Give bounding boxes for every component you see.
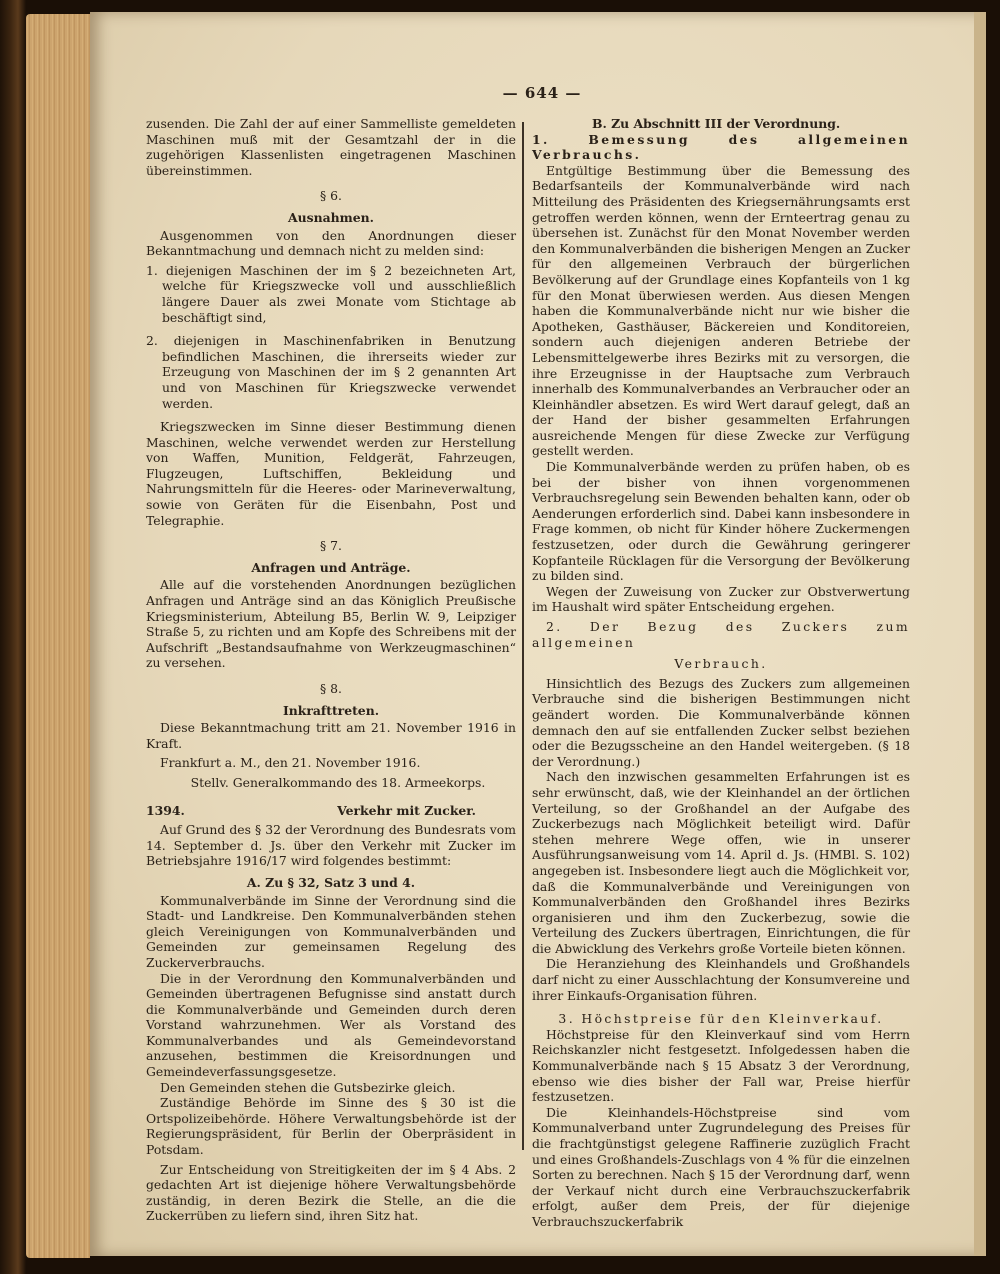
section-7-title: Anfragen und Anträge. [251,559,411,575]
column-divider [522,122,524,1150]
section-6-paragraph: Kriegszwecken im Sinne dieser Bestimmung dienen Maschinen, welche verwendet werden zur Herstellung von Waffen, Munition, Feldgerät, Fahrzeugen, Flugzeugen, Luftschiffen, Bekleidung und Nahrungsmitteln für die Heeres- oder Marineverwaltung, sowie von Geräten für die Eisenbahn, Post und Telegraphie. [146,419,516,528]
subsection-2-title-continued: Verbrauch. [674,656,768,672]
subsection-3-title: 3. Höchstpreise für den Kleinverkauf. [558,1011,884,1027]
subsection-1-paragraph-3: Wegen der Zuweisung von Zucker zur Obstverwertung im Haushalt wird später Entscheidung ergehen. [532,583,910,615]
section-6-number: § 6. [320,188,342,204]
part-b-heading: B. Zu Abschnitt III der Verordnung. [592,116,841,131]
subsection-1-paragraph-1: Entgültige Bestimmung über die Bemessung des Bedarfsanteils der Kommunalverbände wird nach Mitteilung des Präsidenten des Kriegsernährungsamts erst getroffen werden können, wenn der Ernteertrag genau zu übersehen ist. Zunächst für den Monat November werden den Kommunalverbänden die bisherigen Mengen an Zucker für den allgemeinen Verbrauch der bürgerlichen Bevölkerung auf der Grundlage eines Kopfanteils von 1 kg für den Monat überwiesen werden. Aus diesen Mengen haben die Kommunalverbände nicht nur wie bisher die Apotheken, Gasthäuser, Bäckereien und Konditoreien, sondern auch diejenigen anderen Betriebe der Lebensmittelgewerbe ihres Bezirks mit zu versorgen, die ihre Erzeugnisse in der Hauptsache zum Verbrauch innerhalb des Kommunalverbandes an Verbraucher oder an Kleinhändler absetzen. Es wird Wert darauf gelegt, daß an der Hand der bisher gesammelten Erfahrungen ausreichende Mengen für diese Zwecke zur Verfügung gestellt werden. [532,162,910,459]
entry-title: Verkehr mit Zucker. [337,802,476,818]
intro-paragraph: zusenden. Die Zahl der auf einer Sammelliste gemeldeten Maschinen muß mit der Gesamtzahl der in die zugehörigen Klassenlisten eingetragenen Maschinen übereinstimmen. [146,116,516,178]
document-page [90,12,986,1256]
section-7-number: § 7. [320,538,342,554]
section-8-number: § 8. [320,681,342,696]
section-8-paragraph: Diese Bekanntmachung tritt am 21. November 1916 in Kraft. [146,720,516,751]
entry-lead: Auf Grund des § 32 der Verordnung des Bundesrats vom 14. September d. Js. über den Verkehr mit Zucker im Betriebsjahre 1916/17 wird folgendes bestimmt: [146,822,516,869]
subsection-2-title: 2. Der Bezug des Zuckers zum allgemeinen [532,619,910,650]
part-a-paragraph-5: Zur Entscheidung von Streitigkeiten der im § 4 Abs. 2 gedachten Art ist diejenige höhere Verwaltungsbehörde zuständig, in deren Bezirk die Stelle, an die die Zuckerrüben zu liefern sind, ihren Sitz hat. [146,1161,516,1224]
part-a-heading: A. Zu § 32, Satz 3 und 4. [246,874,416,890]
book-spine [26,14,90,1258]
part-a-paragraph-4: Zuständige Behörde im Sinne des § 30 ist die Ortspolizeibehörde. Höhere Verwaltungsbehörde ist der Regierungspräsident, für Berlin der Oberpräsident in Potsdam. [146,1095,516,1158]
place-date: Frankfurt a. M., den 21. November 1916. [160,755,421,771]
subsection-1-title: 1. Bemessung des allgemeinen Verbrauchs. [532,131,910,163]
section-6-title: Ausnahmen. [288,209,374,225]
left-column [146,116,516,1224]
entry-number: 1394. [146,802,185,818]
section-6-item-2: 2. diejenigen in Maschinenfabriken in Benutzung befindlichen Maschinen, die ihrerseits wieder zur Erzeugung von Maschinen der im § 2 genannten Art und von Maschinen für Kriegszwecke verwendet werden. [146,333,516,411]
page-number: — 644 — [502,84,582,102]
subsection-3-paragraph-1: Höchstpreise für den Kleinverkauf sind vom Herrn Reichskanzler nicht festgesetzt. Infolgedessen haben die Kommunalverbände nach § 15 Absatz 3 der Verordnung, ebenso wie dies bisher der Fall war, Preise hierfür festzusetzen. [532,1026,910,1105]
subsection-2-paragraph-1: Hinsichtlich des Bezugs des Zuckers zum allgemeinen Verbrauche sind die bisherigen Bestimmungen nicht geändert worden. Die Kommunalverbände können demnach den auf sie entfallenden Zucker selbst beziehen oder die Bezugsscheine an den Handel weitergeben. (§ 18 der Verordnung.) [532,675,910,769]
page-edge [974,12,986,1256]
subsection-2-paragraph-3: Die Heranziehung des Kleinhandels und Großhandels darf nicht zu einer Ausschlachtung der Konsumvereine und ihrer Einkaufs-Organisation führen. [532,956,910,1003]
subsection-1-paragraph-2: Die Kommunalverbände werden zu prüfen haben, ob es bei der bisher von ihnen vorgenommenen Verbrauchsregelung sein Bewenden behalten kann, oder ob Aenderungen erforderlich sind. Dabei kann insbesondere in Frage kommen, ob nicht für Kinder höhere Zuckermengen festzusetzen, oder durch die Gewährung geringerer Kopfanteile Rücklagen für die Versorgung der Bevölkerung zu bilden sind. [532,459,910,584]
section-6-lead: Ausgenommen von den Anordnungen dieser Bekanntmachung und demnach nicht zu melden sind: [146,227,516,259]
part-a-paragraph-1: Kommunalverbände im Sinne der Verordnung sind die Stadt- und Landkreise. Den Kommunalverbänden stehen gleich Vereinigungen von Kommunalverbänden und Gemeinden zur gemeinsamen Regelung des Zuckerverbrauchs. [146,892,516,970]
entry-header [146,803,516,819]
subsection-3-paragraph-2: Die Kleinhandels-Höchstpreise sind vom Kommunalverband unter Zugrundelegung des Preises für die frachtgünstigst gelegene Raffinerie zuzüglich Fracht und eines Großhandels-Zuschlags von 4 % für die einzelnen Sorten zu berechnen. Nach § 15 der Verordnung darf, wenn der Verkauf nicht durch eine Verbrauchszuckerfabrik erfolgt, außer dem Preis, der für diejenige Verbrauchszuckerfabrik [532,1104,910,1229]
signature: Stellv. Generalkommando des 18. Armeekorps. [190,774,486,790]
part-a-paragraph-3: Den Gemeinden stehen die Gutsbezirke gleich. [160,1079,456,1095]
right-column [532,116,910,1230]
section-6-item-1: 1. diejenigen Maschinen der im § 2 bezeichneten Art, welche für Kriegszwecke voll und ausschließlich längere Dauer als zwei Monate vom Stichtage ab beschäftigt sind, [146,262,516,325]
section-7-paragraph: Alle auf die vorstehenden Anordnungen bezüglichen Anfragen und Anträge sind an das Königlich Preußische Kriegsministerium, Abteilung B5, Berlin W. 9, Leipziger Straße 5, zu richten und am Kopfe des Schreibens mit der Aufschrift „Bestandsaufnahme von Werkzeugmaschinen“ zu versehen. [146,577,516,671]
subsection-2-paragraph-2: Nach den inzwischen gesammelten Erfahrungen ist es sehr erwünscht, daß, wie der Kleinhandel an der örtlichen Verteilung, so der Großhandel an der Aufgabe des Zuckerbezugs nach Möglichkeit beteiligt wird. Dafür stehen mehrere Wege offen, wie in unserer Ausführungsanweisung vom 14. April d. Js. (HMBl. S. 102) angegeben ist. Insbesondere liegt auch die Möglichkeit vor, daß die Kommunalverbände und Vereinigungen von Kommunalverbänden den Großhandel ihres Bezirks organisieren und ihm den Zuckerbezug, sowie die Verteilung des Zuckers übertragen, Einrichtungen, die für die Abwicklung des Verkehrs große Vorteile bieten können. [532,769,910,956]
part-a-paragraph-2: Die in der Verordnung den Kommunalverbänden und Gemeinden übertragenen Befugnisse sind anstatt durch die Kommunalverbände und Gemeinden durch deren Vorstand wahrzunehmen. Wer als Vorstand des Kommunalverbandes und als Gemeindevorstand anzusehen, bestimmen die Kreisordnungen und Gemeindeverfassungsgesetze. [146,970,516,1080]
section-8-title: Inkrafttreten. [282,702,380,718]
